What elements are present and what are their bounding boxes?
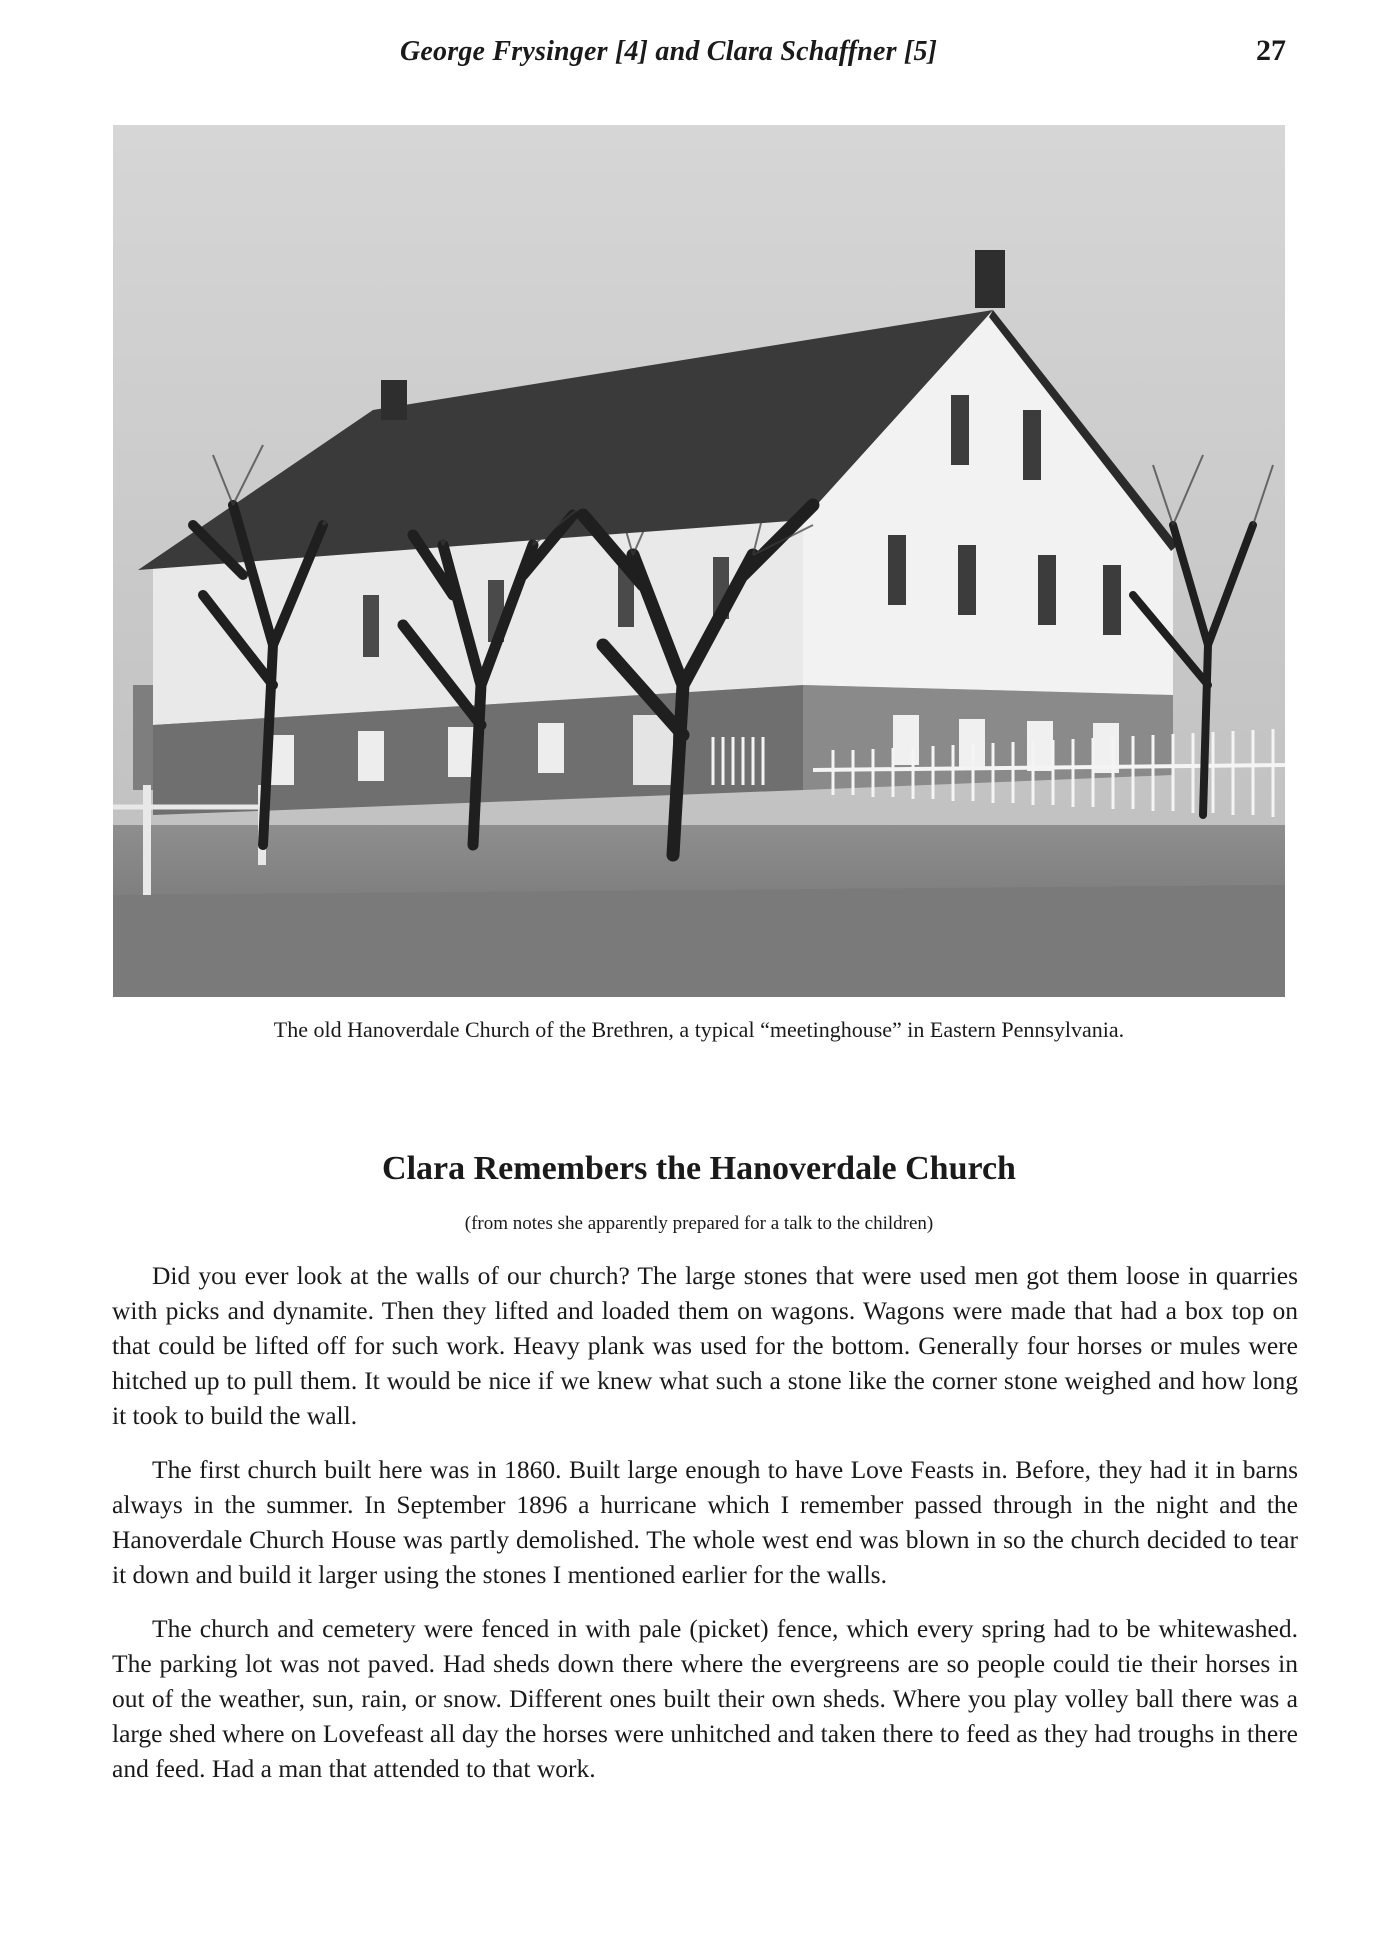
- section-subtitle: (from notes she apparently prepared for a talk to the children): [464, 1213, 934, 1234]
- page-number: 27: [1256, 34, 1286, 67]
- photo-caption: The old Hanoverdale Church of the Brethren, a typical “meetinghouse” in Eastern Pennsylvania.: [273, 1017, 1125, 1042]
- article-body: [112, 1258, 1298, 1805]
- paragraph: The church and cemetery were fenced in with pale (picket) fence, which every spring had to be whitewashed. The parking lot was not paved. Had sheds down there where the evergreens are so people could tie their horses in out of the weather, sun, rain, or snow. Different ones built their own sheds. Where you play volley ball there was a large shed where on Lovefeast all day the horses were unhitched and taken there to feed as they had troughs in there and feed. Had a man that attended to that work.: [112, 1614, 1298, 1783]
- section-title: Clara Remembers the Hanoverdale Church: [382, 1150, 1016, 1187]
- running-head: [0, 36, 1398, 76]
- paragraph: The first church built here was in 1860. Built large enough to have Love Feasts in. Before, they had it in barns always in the summer. In September 1896 a hurricane which I remember passed through in the night and the Hanoverdale Church House was partly demolished. The whole west end was blown in so the church decided to tear it down and build it larger using the stones I mentioned earlier for the walls.: [112, 1455, 1298, 1589]
- church-photograph: [113, 125, 1285, 997]
- paragraph: Did you ever look at the walls of our church? The large stones that were used men got them loose in quarries with picks and dynamite. Then they lifted and loaded them on wagons. Wagons were made that had a box top on that could be lifted off for such work. Heavy plank was used for the bottom. Generally four horses or mules were hitched up to pull them. It would be nice if we knew what such a stone like the corner stone weighed and how long it took to build the wall.: [112, 1261, 1298, 1430]
- running-title: George Frysinger [4] and Clara Schaffner [5]: [400, 36, 938, 67]
